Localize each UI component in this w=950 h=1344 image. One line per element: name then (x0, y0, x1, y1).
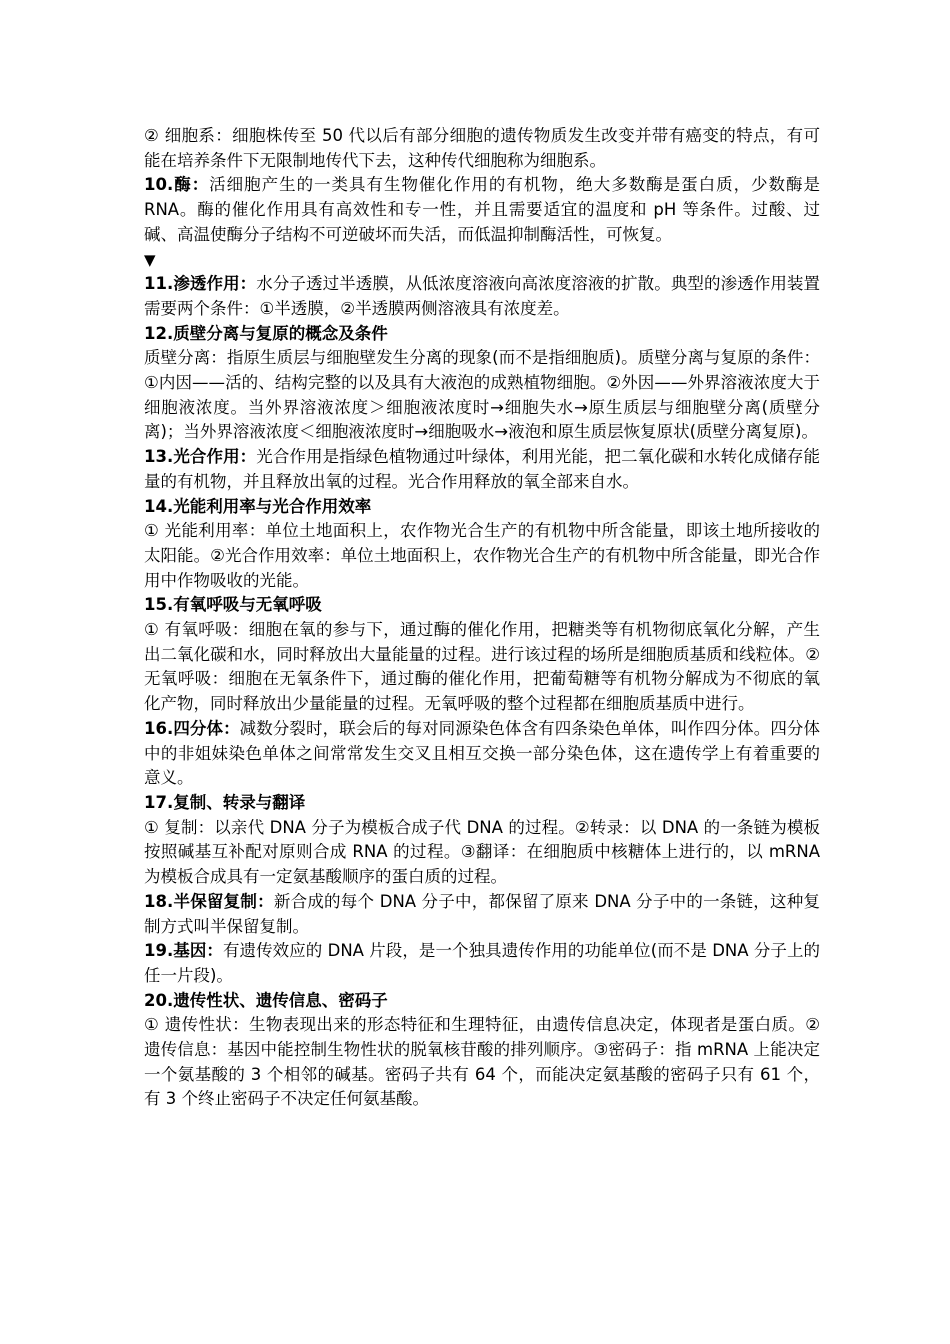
section-heading: 14.光能利用率与光合作用效率 (144, 496, 372, 516)
term-heading: 19.基因： (144, 941, 223, 961)
paragraph-respiration (144, 618, 820, 717)
heading-plasmolysis (144, 322, 820, 347)
term-heading: 13.光合作用： (144, 447, 257, 467)
paragraph-photosynthesis (144, 445, 820, 494)
heading-replication (144, 791, 820, 816)
paragraph-text: 质壁分离：指原生质层与细胞壁发生分离的现象(而不是指细胞质)。质壁分离与复原的条件：①内因——活的、结构完整的以及具有大液泡的成熟植物细胞。②外因——外界溶液浓度大于细胞液浓度。当外界溶液浓度＞细胞液浓度时→细胞失水→原生质层与细胞壁分离(质壁分离)；当外界溶液浓度＜细胞液浓度时→细胞吸水→液泡和原生质层恢复原状(质壁分离复原)。 (144, 348, 820, 442)
term-heading: 18.半保留复制： (144, 891, 274, 911)
paragraph-text: ① 复制：以亲代 DNA 分子为模板合成子代 DNA 的过程。②转录：以 DNA 的一条链为模板按照碱基互补配对原则合成 RNA 的过程。③翻译：在细胞质中核糖体上进行的，以 mRNA 为模板合成具有一定氨基酸顺序的蛋白质的过程。 (144, 817, 820, 887)
paragraph-text: ① 有氧呼吸：细胞在氧的参与下，通过酶的催化作用，把糖类等有机物彻底氧化分解，产生出二氧化碳和水，同时释放出大量能量的过程。进行该过程的场所是细胞质基质和线粒体。②无氧呼吸：细胞在无氧条件下，通过酶的催化作用，把葡萄糖等有机物分解成为不彻底的氧化产物，同时释放出少量能量的过程。无氧呼吸的整个过程都在细胞质基质中进行。 (144, 620, 820, 714)
paragraph-osmosis (144, 272, 820, 321)
section-heading: 20.遗传性状、遗传信息、密码子 (144, 990, 388, 1010)
paragraph-text: 光合作用是指绿色植物通过叶绿体，利用光能，把二氧化碳和水转化成储存能量的有机物，并且释放出氧的过程。光合作用释放的氧全部来自水。 (144, 447, 820, 491)
term-heading: 11.渗透作用： (144, 274, 257, 294)
paragraph-plasmolysis (144, 346, 820, 445)
paragraph-enzyme (144, 173, 820, 247)
section-heading: 17.复制、转录与翻译 (144, 792, 306, 812)
triangle-marker (144, 248, 820, 273)
paragraph-text: 有遗传效应的 DNA 片段，是一个独具遗传作用的功能单位(而不是 DNA 分子上的任一片段)。 (144, 941, 820, 985)
paragraph-genetic-traits (144, 1013, 820, 1112)
term-heading: 10.酶： (144, 175, 210, 195)
section-heading: 12.质壁分离与复原的概念及条件 (144, 323, 388, 343)
paragraph-text: 新合成的每个 DNA 分子中，都保留了原来 DNA 分子中的一条链，这种复制方式叫半保留复制。 (144, 891, 820, 936)
term-heading: 16.四分体： (144, 718, 240, 738)
paragraph-replication (144, 816, 820, 890)
document-page (144, 124, 820, 1112)
paragraph-light-efficiency (144, 519, 820, 593)
heading-respiration (144, 593, 820, 618)
section-heading: 15.有氧呼吸与无氧呼吸 (144, 595, 322, 615)
heading-light-efficiency (144, 495, 820, 520)
heading-genetic-traits (144, 989, 820, 1014)
paragraph-semiconservative (144, 890, 820, 939)
paragraph-text: 减数分裂时，联会后的每对同源染色体含有四条染色单体，叫作四分体。四分体中的非姐妹染色单体之间常常发生交叉且相互交换一部分染色体，这在遗传学上有着重要的意义。 (144, 718, 821, 788)
paragraph-cell-line (144, 124, 820, 173)
triangle-down-icon: ▼ (144, 250, 156, 269)
paragraph-text: ① 遗传性状：生物表现出来的形态特征和生理特征，由遗传信息决定，体现者是蛋白质。②遗传信息：基因中能控制生物性状的脱氧核苷酸的排列顺序。③密码子：指 mRNA 上能决定一个氨基酸的 3 个相邻的碱基。密码子共有 64 个，而能决定氨基酸的密码子只有 61 个，有 3 个终止密码子不决定任何氨基酸。 (144, 1015, 820, 1109)
paragraph-gene (144, 939, 820, 988)
paragraph-text: ② 细胞系：细胞株传至 50 代以后有部分细胞的遗传物质发生改变并带有癌变的特点，有可能在培养条件下无限制地传代下去，这种传代细胞称为细胞系。 (144, 126, 820, 170)
paragraph-text: 活细胞产生的一类具有生物催化作用的有机物，绝大多数酶是蛋白质，少数酶是 RNA。酶的催化作用具有高效性和专一性，并且需要适宜的温度和 pH 等条件。过酸、过碱、高温使酶分子结构不可逆破坏而失活，而低温抑制酶活性，可恢复。 (144, 175, 820, 244)
paragraph-text: 水分子透过半透膜，从低浓度溶液向高浓度溶液的扩散。典型的渗透作用装置需要两个条件：①半透膜，②半透膜两侧溶液具有浓度差。 (144, 274, 820, 318)
paragraph-tetrad (144, 717, 820, 791)
paragraph-text: ① 光能利用率：单位土地面积上，农作物光合生产的有机物中所含能量，即该土地所接收的太阳能。②光合作用效率：单位土地面积上，农作物光合生产的有机物中所含能量，即光合作用中作物吸收的光能。 (144, 521, 820, 590)
